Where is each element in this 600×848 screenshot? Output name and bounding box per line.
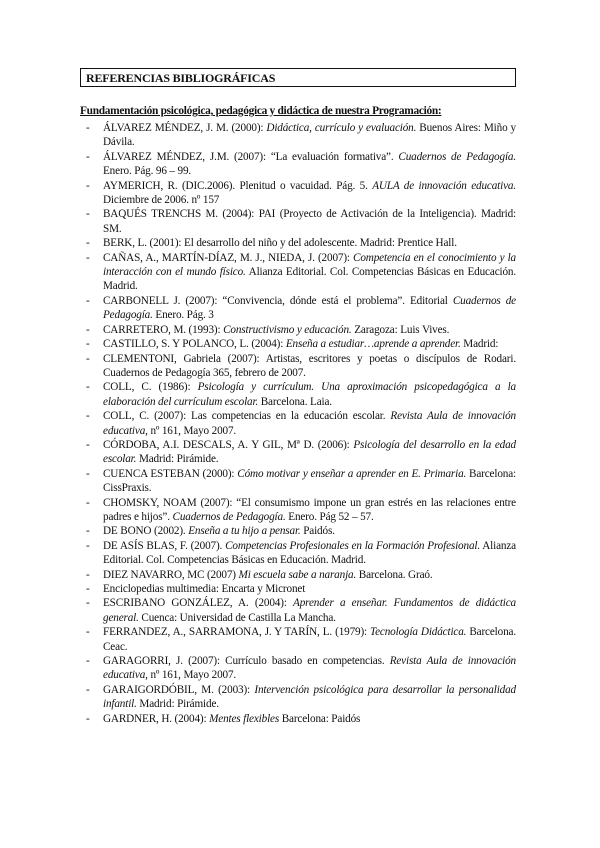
reference-text-tail: Madrid: Pirámide. (136, 453, 219, 466)
reference-text-tail: Madrid: Pirámide. (136, 698, 219, 711)
section-title: Fundamentación psicológica, pedagógica y didáctica de nuestra Programación: (80, 105, 442, 117)
reference-item (86, 496, 516, 525)
reference-text: GARAGORRI, J. (2007): Currículo basado en competencias. (103, 655, 390, 668)
reference-item (86, 683, 516, 712)
reference-text-tail: Barcelona: Paidós (279, 712, 361, 725)
reference-item (86, 539, 516, 568)
reference-text: GARAIGORDÓBIL, M. (2003): (103, 683, 255, 696)
reference-text: DE BONO (2002). (103, 525, 189, 538)
bullet-dash: - (86, 237, 90, 250)
reference-title-italic: Tecnología Didáctica. (370, 626, 467, 639)
reference-item (86, 438, 516, 467)
reference-text-tail: Enero. Pág 52 – 57. (285, 510, 374, 523)
reference-item (86, 294, 516, 323)
reference-item (86, 568, 516, 582)
reference-text: CARRETERO, M. (1993): (103, 323, 224, 336)
reference-text: ÁLVAREZ MÉNDEZ, J. M. (2000): (103, 122, 267, 134)
reference-title-italic: Competencias Profesionales en la Formación Profesional. (225, 539, 480, 552)
reference-text-tail: nº 161, Mayo 2007. (147, 669, 237, 682)
bullet-dash: - (86, 179, 90, 192)
reference-text-tail: Zaragoza: Luis Vives. (351, 323, 450, 336)
reference-item (86, 625, 516, 654)
bullet-dash: - (86, 122, 90, 134)
reference-item (86, 251, 516, 294)
reference-title-italic: Enseña a tu hijo a pensar. (188, 525, 301, 538)
reference-title-italic: Cuadernos de Pedagogía. (103, 294, 516, 322)
bullet-dash: - (86, 683, 90, 696)
bullet-dash: - (86, 323, 90, 336)
reference-title-italic: Mentes flexibles (209, 712, 280, 725)
reference-item (86, 323, 516, 337)
bullet-dash: - (86, 583, 90, 595)
bullet-dash: - (86, 712, 90, 725)
bullet-dash: - (86, 251, 90, 264)
bullet-dash: - (86, 338, 90, 351)
reference-title-italic: Psicología y currículum. Una aproximación psicopedagógica a la elaboración del currículum escolar. (103, 381, 516, 408)
reference-text-tail: nº 161, Mayo 2007. (147, 424, 237, 437)
reference-text-tail: Alianza Editorial. Col. Competencias Básicas en Educación. Madrid. (103, 266, 516, 293)
bullet-dash: - (86, 150, 90, 163)
reference-text-tail: Barcelona: CissPraxis. (103, 467, 516, 495)
reference-item (86, 582, 516, 596)
reference-title-italic: Aprender a enseñar. Fundamentos de didáctica general. (103, 597, 516, 624)
reference-text-tail: Alianza Editorial. Col. Competencias Básicas en Educación. Madrid. (103, 539, 516, 567)
reference-item (86, 121, 516, 150)
references-header-box (80, 68, 516, 87)
reference-text: BERK, L. (2001): El desarrollo del niño y del adolescente. Madrid: Prentice Hall. (103, 237, 457, 250)
reference-title-italic: Mi escuela sabe a naranja. (238, 568, 357, 581)
reference-item (86, 409, 516, 438)
reference-text-tail: Cuenca: Universidad de Castilla La Mancha. (138, 611, 336, 624)
bullet-dash: - (86, 626, 90, 639)
reference-text: CASTILLO, S. Y POLANCO, L. (2004): (103, 338, 286, 351)
reference-text: DE ASÍS BLAS, F. (2007). (103, 539, 226, 552)
reference-text: FERRANDEZ, A., SARRAMONA, J. Y TARÍN, L. (1979): (103, 626, 371, 639)
reference-text: CAÑAS, A., MARTÍN-DÍAZ, M. J., NIEDA, J. (2007): (103, 251, 354, 264)
reference-item (86, 352, 516, 381)
references-heading: REFERENCIAS BIBLIOGRÁFICAS (86, 71, 276, 85)
reference-text: ÁLVAREZ MÉNDEZ, J.M. (2007): “La evaluación formativa”. (103, 150, 399, 163)
reference-text: CLEMENTONI, Gabriela (2007): Artistas, escritores y poetas o discípulos de Rodari. Cuadernos de Pedagogía 365, febrero de 2007. (103, 352, 516, 379)
reference-title-italic: Enseña a estudiar…aprende a aprender. (285, 338, 461, 351)
reference-text-tail: Madrid: (460, 338, 499, 351)
reference-item (86, 467, 516, 496)
reference-title-italic: Competencia en el conocimiento y la interacción con el mundo físico. (103, 251, 516, 279)
reference-title-italic: Didáctica, currículo y evaluación. (266, 122, 417, 134)
bullet-dash: - (86, 438, 90, 451)
reference-text-tail: Enero. Pág. 96 – 99. (103, 165, 192, 178)
reference-item (86, 337, 516, 351)
reference-text: CÓRDOBA, A.I. DESCALS, A. Y GIL, Mª D. (2006): (103, 438, 354, 451)
reference-text-tail: Barcelona. Graó. (356, 568, 433, 581)
bullet-dash: - (86, 208, 90, 221)
reference-text: CHOMSKY, NOAM (2007): “El consumismo impone un gran estrés en las relaciones entre padres e hijos”. (103, 496, 516, 523)
reference-text-tail: Enero. Pág. 3 (152, 309, 214, 322)
bullet-dash: - (86, 568, 90, 581)
reference-title-italic: Psicología del desarrollo en la edad escolar. (103, 438, 516, 466)
bullet-dash: - (86, 496, 90, 509)
bullet-dash: - (86, 655, 90, 668)
reference-text: CUENCA ESTEBAN (2000): (103, 467, 238, 480)
reference-item (86, 179, 516, 208)
bullet-dash: - (86, 467, 90, 480)
reference-text: BAQUÉS TRENCHS M. (2004): PAI (Proyecto de Activación de la Inteligencia). Madrid: SM. (103, 208, 516, 235)
bullet-dash: - (86, 381, 90, 394)
reference-item (86, 654, 516, 683)
reference-text: GARDNER, H. (2004): (103, 712, 210, 725)
reference-text: CARBONELL J. (2007): “Convivencia, dónde está el problema”. Editorial (103, 294, 453, 307)
bullet-dash: - (86, 539, 90, 552)
reference-list (86, 121, 516, 726)
bullet-dash: - (86, 294, 90, 307)
reference-title-italic: Revista Aula de innovación educativa, (103, 410, 517, 437)
bullet-dash: - (86, 597, 90, 610)
reference-item (86, 236, 516, 250)
reference-text: DIEZ NAVARRO, MC (2007) (103, 568, 239, 581)
bullet-dash: - (86, 352, 90, 365)
reference-title-italic: Constructivismo y educación. (223, 323, 352, 336)
bullet-dash: - (86, 525, 90, 538)
reference-text: Enciclopedias multimedia: Encarta y Micronet (103, 583, 306, 595)
reference-title-italic: Cuadernos de Pedagogía. (398, 150, 516, 163)
reference-title-italic: Revista Aula de innovación educativa, (103, 655, 516, 682)
reference-title-italic: Cómo motivar y enseñar a aprender en E. Primaria. (237, 467, 467, 480)
reference-item (86, 596, 516, 625)
reference-text-tail: Buenos Aires: Miño y Dávila. (103, 122, 516, 149)
reference-text: COLL, C. (2007): Las competencias en la educación escolar. (103, 410, 391, 423)
bullet-dash: - (86, 410, 90, 423)
reference-item (86, 712, 516, 726)
reference-item (86, 524, 516, 538)
reference-title-italic: Intervención psicológica para desarrollar la personalidad infantil. (103, 683, 516, 711)
reference-title-italic: Cuadernos de Pedagogía. (172, 510, 286, 523)
reference-text-tail: Paidós. (300, 525, 335, 538)
reference-item (86, 380, 516, 409)
reference-text-tail: Barcelona. Ceac. (103, 626, 516, 653)
reference-item (86, 150, 516, 179)
reference-item (86, 207, 516, 236)
reference-text: COLL, C. (1986): (103, 381, 198, 394)
reference-title-italic: AULA de innovación educativa. (372, 179, 516, 192)
reference-text: ESCRIBANO GONZÁLEZ, A. (2004): (103, 597, 294, 610)
reference-text-tail: Barcelona. Laia. (258, 395, 332, 408)
reference-text: AYMERICH, R. (DIC.2006). Plenitud o vacuidad. Pág. 5. (103, 179, 373, 192)
reference-text-tail: Diciembre de 2006. nº 157 (103, 194, 220, 207)
